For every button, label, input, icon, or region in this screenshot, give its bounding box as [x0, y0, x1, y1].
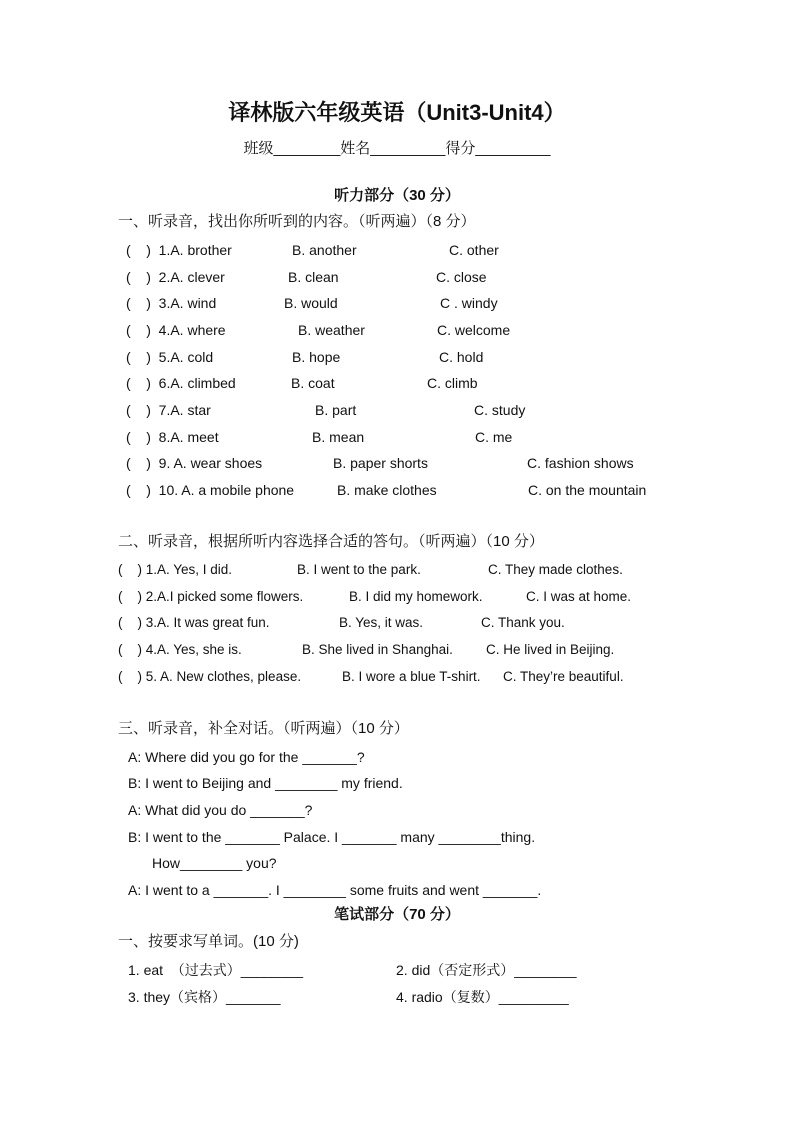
part1-item-a: ( ) 10. A. a mobile phone [126, 482, 295, 498]
part1-item-c: C. fashion shows [527, 455, 634, 471]
page-title: 译林版六年级英语（Unit3-Unit4） [228, 100, 566, 125]
part2-item-a: ( ) 2.A.I picked some flowers. [118, 589, 304, 604]
part1-item-c: C. me [475, 429, 513, 445]
written1-heading: 一、按要求写单词。(10 分) [118, 933, 299, 950]
part1-item-a: ( ) 2.A. clever [126, 269, 225, 285]
word-item: 4. radio（复数）_________ [396, 989, 569, 1005]
part1-item-a: ( ) 8.A. meet [126, 429, 219, 445]
part1-item-c: C. other [449, 242, 499, 258]
part1-heading: 一、听录音，找出你所听到的内容。（听两遍）（8 分） [118, 213, 476, 230]
part2-item-a: ( ) 4.A. Yes, she is. [118, 642, 242, 657]
written-section-title: 笔试部分（70 分） [334, 906, 460, 923]
part1-item-c: C. hold [439, 349, 484, 365]
dialogue-line: B: I went to the _______ Palace. I _______ many ________thing. [128, 829, 536, 845]
part2-item-c: C. They’re beautiful. [503, 669, 624, 684]
dialogue-line: B: I went to Beijing and ________ my friend. [128, 775, 403, 791]
dialogue-line: How________ you? [152, 855, 277, 871]
part2-item-a: ( ) 1.A. Yes, I did. [118, 562, 233, 577]
part2-item-a: ( ) 5. A. New clothes, please. [118, 669, 302, 684]
part1-item-b: B. mean [312, 429, 365, 445]
part2-item-b: B. I went to the park. [297, 562, 421, 577]
part2-item-b: B. I wore a blue T-shirt. [342, 669, 481, 684]
part1-item-c: C. study [474, 402, 526, 418]
part2-heading: 二、听录音，根据所听内容选择合适的答句。（听两遍）（10 分） [118, 533, 544, 550]
part1-item-b: B. part [315, 402, 357, 418]
part1-item-b: B. make clothes [337, 482, 437, 498]
word-item: 3. they（宾格）_______ [128, 989, 281, 1005]
part2-item-b: B. She lived in Shanghai. [302, 642, 453, 657]
word-item: 1. eat （过去式）________ [128, 962, 304, 978]
part2-item-c: C. They made clothes. [488, 562, 623, 577]
part1-item-a: ( ) 9. A. wear shoes [126, 455, 263, 471]
part1-item-c: C. on the mountain [528, 482, 647, 498]
part2-item-b: B. I did my homework. [349, 589, 483, 604]
part1-item-a: ( ) 7.A. star [126, 402, 211, 418]
part1-item-b: B. coat [291, 375, 335, 391]
part1-item-b: B. paper shorts [333, 455, 428, 471]
part1-item-a: ( ) 5.A. cold [126, 349, 214, 365]
part2-item-a: ( ) 3.A. It was great fun. [118, 615, 270, 630]
part2-item-b: B. Yes, it was. [339, 615, 424, 630]
part1-item-c: C. welcome [437, 322, 511, 338]
part1-item-b: B. would [284, 295, 338, 311]
dialogue-line: A: Where did you go for the _______? [128, 749, 365, 765]
part3-heading: 三、听录音，补全对话。（听两遍）（10 分） [118, 720, 409, 737]
part1-item-b: B. clean [288, 269, 339, 285]
listening-section-title: 听力部分（30 分） [334, 187, 460, 204]
part1-item-a: ( ) 3.A. wind [126, 295, 217, 311]
dialogue-line: A: I went to a _______. I ________ some fruits and went _______. [128, 882, 542, 898]
student-info-line: 班级________姓名_________得分_________ [243, 140, 551, 157]
word-item: 2. did（否定形式）________ [396, 962, 577, 978]
part2-item-c: C. Thank you. [481, 615, 565, 630]
part1-item-c: C. climb [427, 375, 478, 391]
part1-item-a: ( ) 1.A. brother [126, 242, 232, 258]
dialogue-line: A: What did you do _______? [128, 802, 313, 818]
part1-item-a: ( ) 6.A. climbed [126, 375, 236, 391]
part1-item-b: B. weather [298, 322, 365, 338]
part2-item-c: C. He lived in Beijing. [486, 642, 615, 657]
part1-item-b: B. hope [292, 349, 341, 365]
part1-item-c: C. close [436, 269, 487, 285]
part1-item-a: ( ) 4.A. where [126, 322, 226, 338]
part1-item-b: B. another [292, 242, 357, 258]
part1-item-c: C . windy [440, 295, 498, 311]
part2-item-c: C. I was at home. [526, 589, 632, 604]
